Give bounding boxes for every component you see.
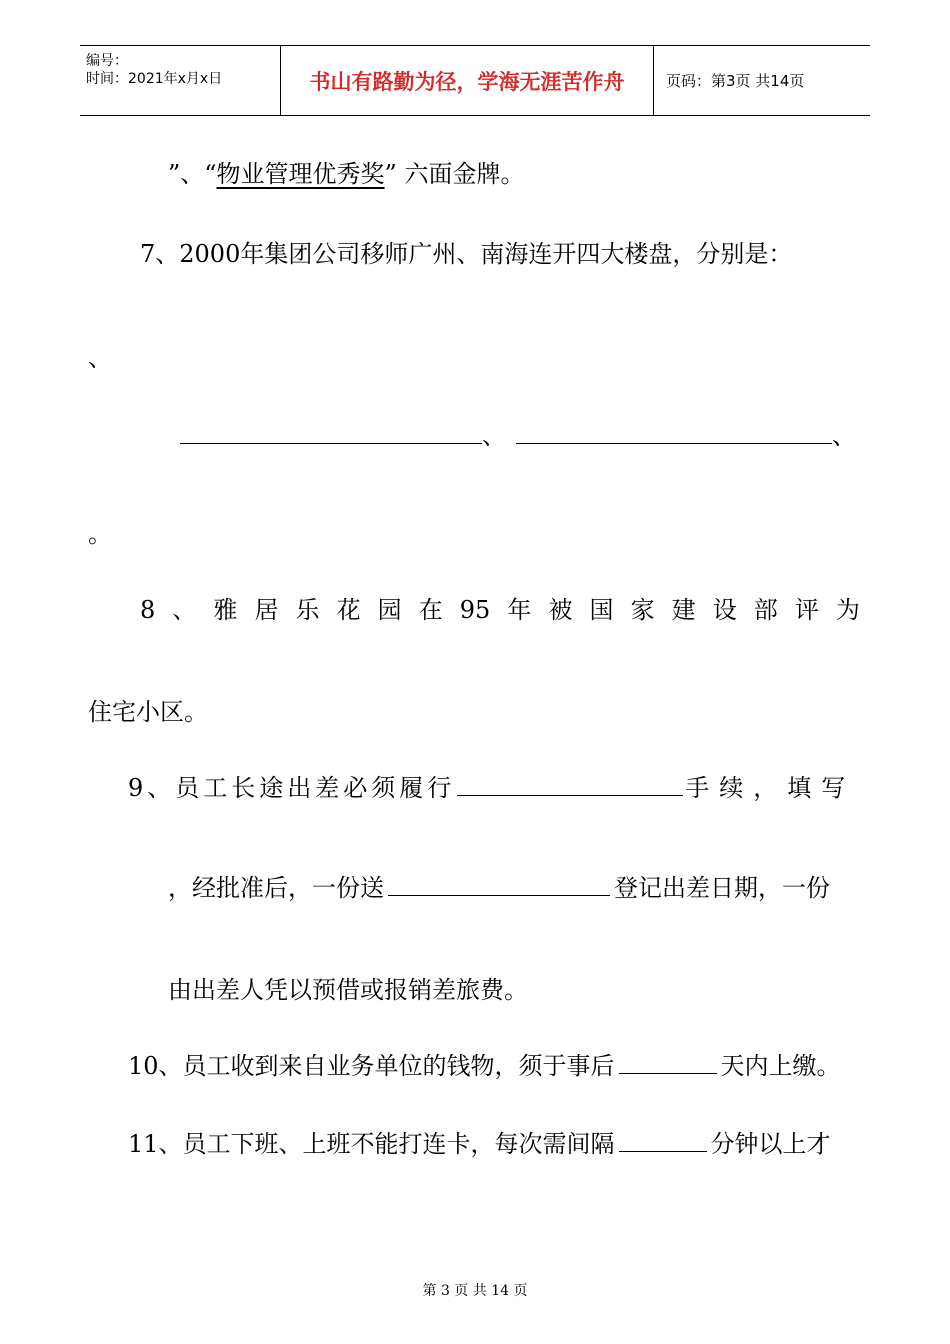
q8-char: 国 — [589, 596, 614, 624]
header-meta-cell — [80, 46, 281, 115]
q8-char: 乐 — [295, 596, 320, 624]
q8-char: 在 — [418, 596, 443, 624]
q9-line2-end: 登记出差日期，一份 — [614, 874, 830, 902]
answer-blank[interactable] — [619, 1051, 717, 1074]
document-time-label: 时间：2021年x月x日 — [86, 71, 223, 87]
q9-line2-start: ，经批准后，一份送 — [168, 874, 384, 902]
document-number-label: 编号： — [86, 53, 128, 69]
q8-char: 、 — [172, 596, 197, 624]
q11-text-start: 11、员工下班、上班不能打连卡，每次需间隔 — [128, 1130, 615, 1158]
q8-char: 为 — [835, 596, 860, 624]
question-7-end: 。 — [88, 520, 112, 548]
q8-char: 8 — [140, 596, 156, 624]
answer-blank[interactable] — [457, 773, 683, 796]
q8-char: 95 — [459, 596, 491, 624]
q8-char: 居 — [254, 596, 279, 624]
q8-char: 建 — [671, 596, 696, 624]
question-11 — [128, 1128, 831, 1160]
question-7-comma: 、 — [88, 344, 112, 372]
award-underlined: 物业管理优秀奖 — [216, 160, 385, 188]
page-footer: 第 3 页 共 14 页 — [422, 1283, 528, 1299]
question-7-blanks — [180, 420, 856, 452]
question-8-line2: 住宅小区。 — [88, 698, 208, 726]
question-9-line1 — [128, 772, 855, 804]
q8-char: 园 — [377, 596, 402, 624]
q8-char: 家 — [630, 596, 655, 624]
q10-text-end: 天内上缴。 — [720, 1052, 841, 1080]
q8-char: 被 — [548, 596, 573, 624]
q9-text-start: 9、员工长途出差必须履行 — [128, 774, 456, 802]
answer-blank[interactable] — [619, 1129, 707, 1152]
q8-char: 设 — [712, 596, 737, 624]
answer-blank[interactable] — [388, 873, 610, 896]
question-9-line3: 由出差人凭以预借或报销差旅费。 — [168, 976, 528, 1004]
q8-char: 雅 — [213, 596, 238, 624]
award-prefix: ”、“ — [168, 160, 217, 188]
question-7: 7、2000年集团公司移师广州、南海连开四大楼盘，分别是： — [140, 240, 793, 268]
q8-char: 部 — [753, 596, 778, 624]
answer-blank[interactable] — [516, 421, 832, 444]
answer-blank[interactable] — [180, 421, 482, 444]
award-suffix: ” 六面金牌。 — [384, 160, 525, 188]
q8-char: 花 — [336, 596, 361, 624]
question-10 — [128, 1050, 841, 1082]
page-header — [80, 45, 870, 116]
question-8-line1 — [140, 594, 860, 626]
line-award-medals — [168, 158, 524, 190]
q11-text-end: 分钟以上才 — [710, 1130, 831, 1158]
q8-char: 评 — [794, 596, 819, 624]
header-page-label: 页码：第3页 共14页 — [666, 72, 805, 90]
q10-text-start: 10、员工收到来自业务单位的钱物，须于事后 — [128, 1052, 615, 1080]
separator: 、 — [482, 422, 506, 450]
question-9-line2 — [168, 872, 830, 904]
header-motto: 书山有路勤为径，学海无涯苦作舟 — [281, 46, 654, 115]
separator: 、 — [832, 422, 856, 450]
q9-text-mid: 手续，填写 — [685, 774, 856, 802]
q8-char: 年 — [507, 596, 532, 624]
